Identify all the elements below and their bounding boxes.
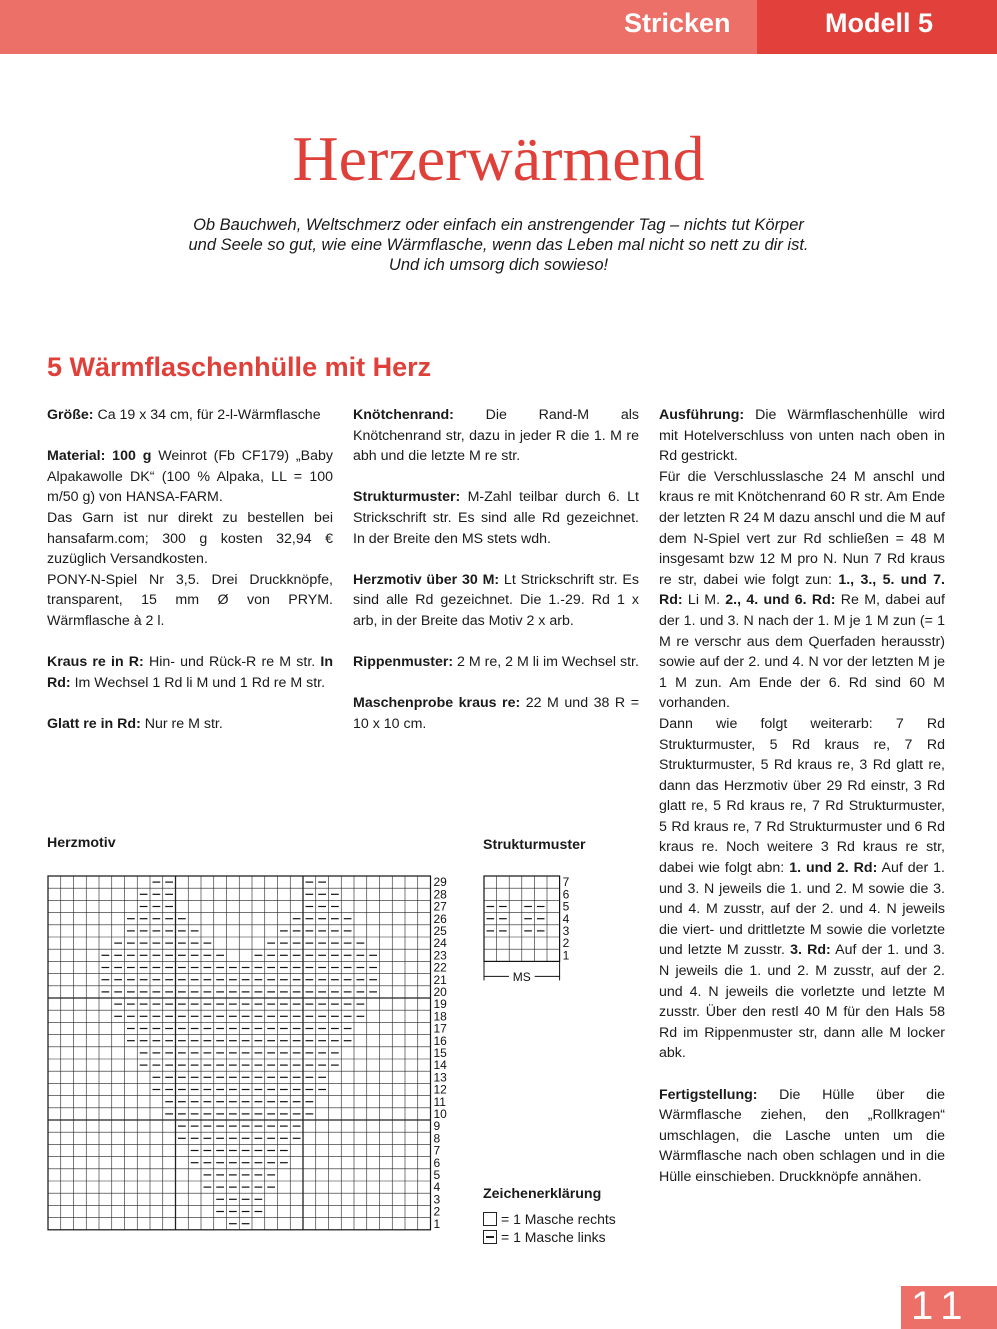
paragraph: Knötchenrand: Die Rand-M als Knötchenrand str, dazu in jeder R die 1. M re abh und die letzte M re str.	[353, 407, 639, 465]
row-number: 20	[433, 985, 447, 999]
paragraph: Dann wie folgt weiterarb: 7 Rd Strukturmuster, 5 Rd kraus re, 7 Rd Strukturmuster, 5 Rd kraus re, 3 Rd glatt re, dann das Herzmotiv über 29 Rd einstr, 3 Rd glatt re, 5 Rd kraus re, 7 Rd Strukturmuster, 5 Rd kraus re, 7 Rd Strukturmuster und 6 Rd kraus re. Noch weitere 3 Rd kraus re str, dabei wie folgt abn: 1. und 2. Rd: Auf der 1. und 3. N jeweils die 1. und 2. M sowie die 3. und 4. M zusstr, auf der 2. und 4. N jeweils die viert- und drittletzte M sowie die vorletzte und letzte M zusstr. 3. Rd: Auf der 1. und 3. N jeweils die 1. und 2. M zusstr, auf der 2. und 4. N jeweils die vorletzte und letzte M zusstr. Über den restl 40 M für den Hals 58 Rd im Rippenmuster str, dann alle M locker abk.	[659, 715, 945, 1062]
row-number: 10	[433, 1107, 447, 1121]
paragraph: Kraus re in R: Hin- und Rück-R re M str. In Rd: Im Wechsel 1 Rd li M und 1 Rd re M str.	[47, 654, 334, 691]
legend-title: Zeichenerklärung	[483, 1186, 602, 1202]
column-3	[659, 405, 945, 1208]
repeat-label: MS	[512, 969, 531, 984]
row-number: 1	[433, 1216, 441, 1231]
paragraph: Größe: Ca 19 x 34 cm, für 2-l-Wärmflasche	[47, 407, 321, 423]
purl-stitch-icon	[483, 1230, 497, 1244]
paragraph: Maschenprobe kraus re: 22 M und 38 R = 10 x 10 cm.	[353, 695, 639, 732]
row-number: 29	[433, 875, 447, 890]
row-number: 1	[562, 948, 570, 963]
row-number: 5	[433, 1168, 441, 1182]
row-number: 4	[433, 1180, 441, 1195]
herzmotiv-label: Herzmotiv	[47, 835, 116, 851]
paragraph: PONY-N-Spiel Nr 3,5. Drei Druckknöpfe, transparent, 15 mm Ø von PRYM. Wärmflasche à 2 l.	[47, 571, 333, 629]
row-number: 7	[433, 1143, 441, 1158]
row-number: 26	[433, 911, 447, 926]
column-1	[47, 405, 333, 755]
knit-stitch-icon	[483, 1212, 497, 1226]
row-number: 8	[433, 1131, 441, 1146]
row-number: 21	[433, 972, 447, 987]
row-number: 9	[433, 1119, 441, 1134]
row-number: 17	[433, 1021, 447, 1036]
paragraph: Ausführung: Die Wärmflaschenhülle wird mit Hotelverschluss von unten nach oben in Rd gestrickt.	[659, 407, 945, 465]
row-number: 16	[433, 1033, 447, 1048]
page-number: 11	[901, 1286, 997, 1329]
paragraph: Für die Verschlusslasche 24 M anschl und kraus re mit Knötchenrand 60 R str. Am Ende der letzten R 24 M dazu anschl und die M auf dem N-Spiel vert zur Rd schließen = 48 M insgesamt bzw 12 M pro N. Nun 7 Rd kraus re str, dabei wie folgt zun: 1., 3., 5. und 7. Rd: Li M. 2., 4. und 6. Rd: Re M, dabei auf der 1. und 3. N nach der 1. M je 1 M zun (= 1 M re verschr aus dem Querfaden herausstr) sowie auf der 2. und 4. N vor der letzten M je 1 M zun. Am Ende der 6. Rd sind 60 M vorhanden.	[659, 468, 945, 712]
row-number: 11	[433, 1094, 446, 1109]
paragraph: Material: 100 g Weinrot (Fb CF179) „Baby Alpakawolle DK“ (100 % Alpaka, LL = 100 m/50 g) von HANSA-FARM.	[47, 448, 333, 506]
row-number: 7	[562, 875, 570, 890]
page-title: Herzerwärmend	[292, 123, 705, 194]
herzmotiv-chart	[40, 868, 460, 1248]
row-number: 18	[433, 1009, 447, 1024]
row-number: 22	[433, 960, 447, 975]
legend	[483, 1210, 616, 1246]
intro-line: Und ich umsorg dich sowieso!	[388, 256, 609, 274]
paragraph: Rippenmuster: 2 M re, 2 M li im Wechsel str.	[353, 654, 639, 671]
row-number: 28	[433, 887, 447, 902]
paragraph: Das Garn ist nur direkt zu bestellen bei hansafarm.com; 300 g kosten 32,94 € zuzüglich Versandkosten.	[47, 509, 333, 568]
row-number: 25	[433, 924, 447, 938]
intro-line: Ob Bauchweh, Weltschmerz oder einfach ein anstrengender Tag – nichts tut Körper	[193, 216, 804, 234]
legend-item: = 1 Masche links	[483, 1228, 616, 1246]
section-heading: 5 Wärmflaschenhülle mit Herz	[47, 352, 432, 382]
row-number: 27	[433, 899, 447, 914]
row-number: 12	[433, 1082, 447, 1097]
row-number: 2	[562, 936, 570, 951]
row-number: 23	[433, 948, 447, 963]
row-number: 24	[433, 936, 447, 951]
paragraph: Glatt re in Rd: Nur re M str.	[47, 715, 223, 732]
model-label: Modell 5	[825, 8, 934, 38]
row-number: 14	[433, 1058, 447, 1073]
row-number: 6	[562, 887, 570, 902]
row-number: 4	[562, 911, 570, 926]
paragraph: Herzmotiv über 30 M: Lt Strickschrift str. Es sind alle Rd gezeichnet. Die 1.-29. Rd 1 x arb, in der Breite das Motiv 2 x arb.	[353, 571, 639, 629]
intro-line: und Seele so gut, wie eine Wärmflasche, wenn das Leben mal nicht so nett zu dir ist.	[188, 236, 809, 254]
intro-text	[140, 215, 857, 275]
row-number: 19	[433, 997, 447, 1012]
row-number: 5	[562, 899, 570, 914]
model-badge	[757, 0, 997, 54]
row-number: 13	[433, 1070, 447, 1085]
row-number: 15	[433, 1046, 447, 1060]
row-number: 3	[433, 1192, 441, 1207]
row-number: 3	[562, 924, 570, 938]
paragraph: Strukturmuster: M-Zahl teilbar durch 6. Lt Strickschrift str. Es sind alle Rd gezeichnet. In der Breite den MS stets wdh.	[353, 489, 639, 547]
strukturmuster-label: Strukturmuster	[483, 837, 586, 853]
row-number: 6	[433, 1155, 441, 1170]
paragraph: Fertigstellung: Die Hülle über die Wärmflasche ziehen, den „Rollkragen“ umschlagen, die Lasche unten um die Wärmflasche nach oben schlagen und in die Hülle einschieben. Druckknöpfe annähen.	[659, 1086, 945, 1185]
section-label: Stricken	[624, 8, 731, 38]
row-number: 2	[433, 1204, 441, 1219]
strukturmuster-chart	[476, 868, 586, 988]
legend-item: = 1 Masche rechts	[483, 1210, 616, 1228]
header-bar	[0, 0, 997, 54]
column-2	[353, 405, 639, 755]
